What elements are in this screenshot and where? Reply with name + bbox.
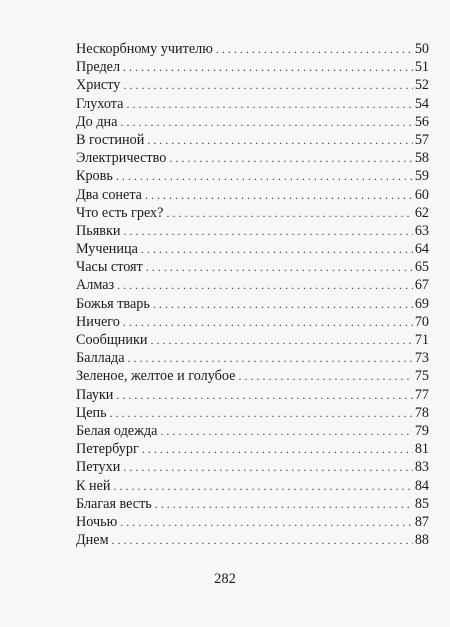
- toc-entry-title: Днем: [76, 532, 109, 549]
- toc-dot-leader: [123, 222, 412, 240]
- toc-entry-page: 84: [414, 477, 429, 494]
- toc-entry-title: Электричество: [76, 150, 167, 167]
- toc-entry-page: 59: [414, 168, 429, 185]
- toc-dot-leader: [150, 331, 412, 349]
- toc-dot-leader: [141, 240, 413, 258]
- toc-entry-title: Пьявки: [76, 222, 121, 239]
- toc-dot-leader: [116, 386, 412, 404]
- toc-entry-page: 60: [414, 186, 429, 203]
- toc-entry-page: 79: [414, 422, 429, 439]
- toc-dot-leader: [114, 477, 413, 495]
- toc-dot-leader: [117, 276, 413, 294]
- toc-entry-title: Часы стоят: [76, 259, 143, 276]
- toc-dot-leader: [110, 404, 413, 422]
- toc-entry-page: 69: [414, 295, 429, 312]
- toc-dot-leader: [145, 186, 413, 204]
- toc-entry-page: 73: [414, 350, 429, 367]
- toc-entry-title: В гостиной: [76, 131, 145, 148]
- toc-entry: [76, 276, 429, 294]
- toc-entry-page: 67: [414, 277, 429, 294]
- toc-entry: [76, 95, 429, 113]
- toc-entry-title: Алмаз: [76, 277, 115, 294]
- toc-dot-leader: [120, 113, 412, 131]
- toc-entry-title: Кровь: [76, 168, 113, 185]
- toc-dot-leader: [155, 495, 413, 513]
- toc-entry-page: 51: [414, 59, 429, 76]
- toc-dot-leader: [123, 458, 412, 476]
- toc-entry: [76, 295, 429, 313]
- toc-entry: [76, 386, 429, 404]
- toc-entry: [76, 440, 429, 458]
- toc-entry-title: Ничего: [76, 313, 120, 330]
- toc-entry-page: 83: [414, 459, 429, 476]
- toc-entry: [76, 367, 429, 385]
- toc-entry-page: 56: [414, 113, 429, 130]
- toc-entry: [76, 149, 429, 167]
- toc-entry: [76, 477, 429, 495]
- toc-entry: [76, 113, 429, 131]
- toc-entry-page: 63: [414, 222, 429, 239]
- toc-entry: [76, 258, 429, 276]
- toc-entry-title: Сообщники: [76, 332, 148, 348]
- toc-entry: [76, 422, 429, 440]
- toc-entry-title: Петербург: [76, 441, 139, 458]
- toc-dot-leader: [169, 149, 413, 167]
- toc-dot-leader: [123, 76, 412, 94]
- toc-entry-page: 52: [414, 77, 429, 94]
- toc-dot-leader: [126, 95, 412, 113]
- toc-dot-leader: [123, 313, 413, 331]
- toc-entry-title: Христу: [76, 77, 121, 94]
- toc-entry-page: 57: [414, 131, 429, 148]
- toc-entry-title: Мученица: [76, 241, 138, 258]
- toc-entry: [76, 331, 429, 349]
- toc-entry-page: 54: [414, 95, 429, 112]
- toc-entry-title: Ночью: [76, 513, 118, 530]
- toc-entry-title: К ней: [76, 477, 111, 494]
- toc-entry-title: Цепь: [76, 404, 107, 421]
- toc-entry-page: 88: [414, 532, 429, 549]
- toc-entry-page: 58: [414, 150, 429, 167]
- toc-entry-title: Глухота: [76, 95, 124, 112]
- toc-entry-title: До дна: [76, 113, 118, 130]
- toc-entry-page: 78: [414, 404, 429, 421]
- toc-entry: [76, 313, 429, 331]
- toc-entry: [76, 58, 429, 76]
- toc-dot-leader: [123, 58, 413, 76]
- toc-dot-leader: [147, 131, 413, 149]
- toc-dot-leader: [116, 167, 413, 185]
- toc-entry-title: Что есть грех?: [76, 204, 164, 221]
- toc-entry-title: Зеленое, желтое и голубое: [76, 368, 236, 385]
- toc-entry: [76, 531, 429, 549]
- toc-entry-page: 81: [414, 441, 429, 458]
- toc-entry-title: Божья тварь: [76, 295, 150, 312]
- toc-entry: [76, 240, 429, 258]
- toc-entry-page: 75: [414, 368, 429, 385]
- toc-entry-title: Петухи: [76, 459, 121, 476]
- toc-dot-leader: [120, 513, 413, 531]
- toc-entry-title: Пауки: [76, 386, 114, 403]
- toc-entry: [76, 186, 429, 204]
- toc-entry: [76, 349, 429, 367]
- table-of-contents: [76, 40, 429, 549]
- toc-entry: [76, 204, 429, 222]
- toc-entry: [76, 40, 429, 58]
- toc-dot-leader: [216, 40, 413, 58]
- toc-entry: [76, 167, 429, 185]
- toc-dot-leader: [238, 367, 412, 385]
- toc-entry-title: Белая одежда: [76, 422, 158, 439]
- toc-entry-page: 87: [414, 513, 429, 530]
- toc-entry-page: 62: [414, 204, 429, 221]
- toc-entry-title: Нескорбному учителю: [76, 41, 213, 57]
- toc-entry-title: Предел: [76, 59, 121, 76]
- toc-entry-title: Благая весть: [76, 495, 152, 512]
- toc-entry-title: Баллада: [76, 350, 125, 367]
- toc-dot-leader: [142, 440, 413, 458]
- page-number: 282: [214, 571, 236, 587]
- toc-dot-leader: [160, 422, 412, 440]
- toc-entry-page: 71: [414, 332, 429, 348]
- toc-entry-page: 64: [414, 241, 429, 258]
- toc-entry: [76, 131, 429, 149]
- toc-entry-page: 77: [414, 386, 429, 403]
- toc-dot-leader: [112, 531, 413, 549]
- toc-dot-leader: [146, 258, 413, 276]
- toc-entry: [76, 458, 429, 476]
- toc-entry: [76, 495, 429, 513]
- toc-entry: [76, 76, 429, 94]
- toc-dot-leader: [128, 349, 413, 367]
- toc-entry-page: 85: [414, 495, 429, 512]
- toc-entry-title: Два сонета: [76, 186, 142, 203]
- toc-entry: [76, 222, 429, 240]
- toc-entry-page: 50: [414, 41, 429, 57]
- toc-entry-page: 70: [414, 313, 429, 330]
- toc-entry-page: 65: [414, 259, 429, 276]
- toc-entry: [76, 513, 429, 531]
- toc-dot-leader: [153, 295, 413, 313]
- toc-dot-leader: [166, 204, 412, 222]
- toc-entry: [76, 404, 429, 422]
